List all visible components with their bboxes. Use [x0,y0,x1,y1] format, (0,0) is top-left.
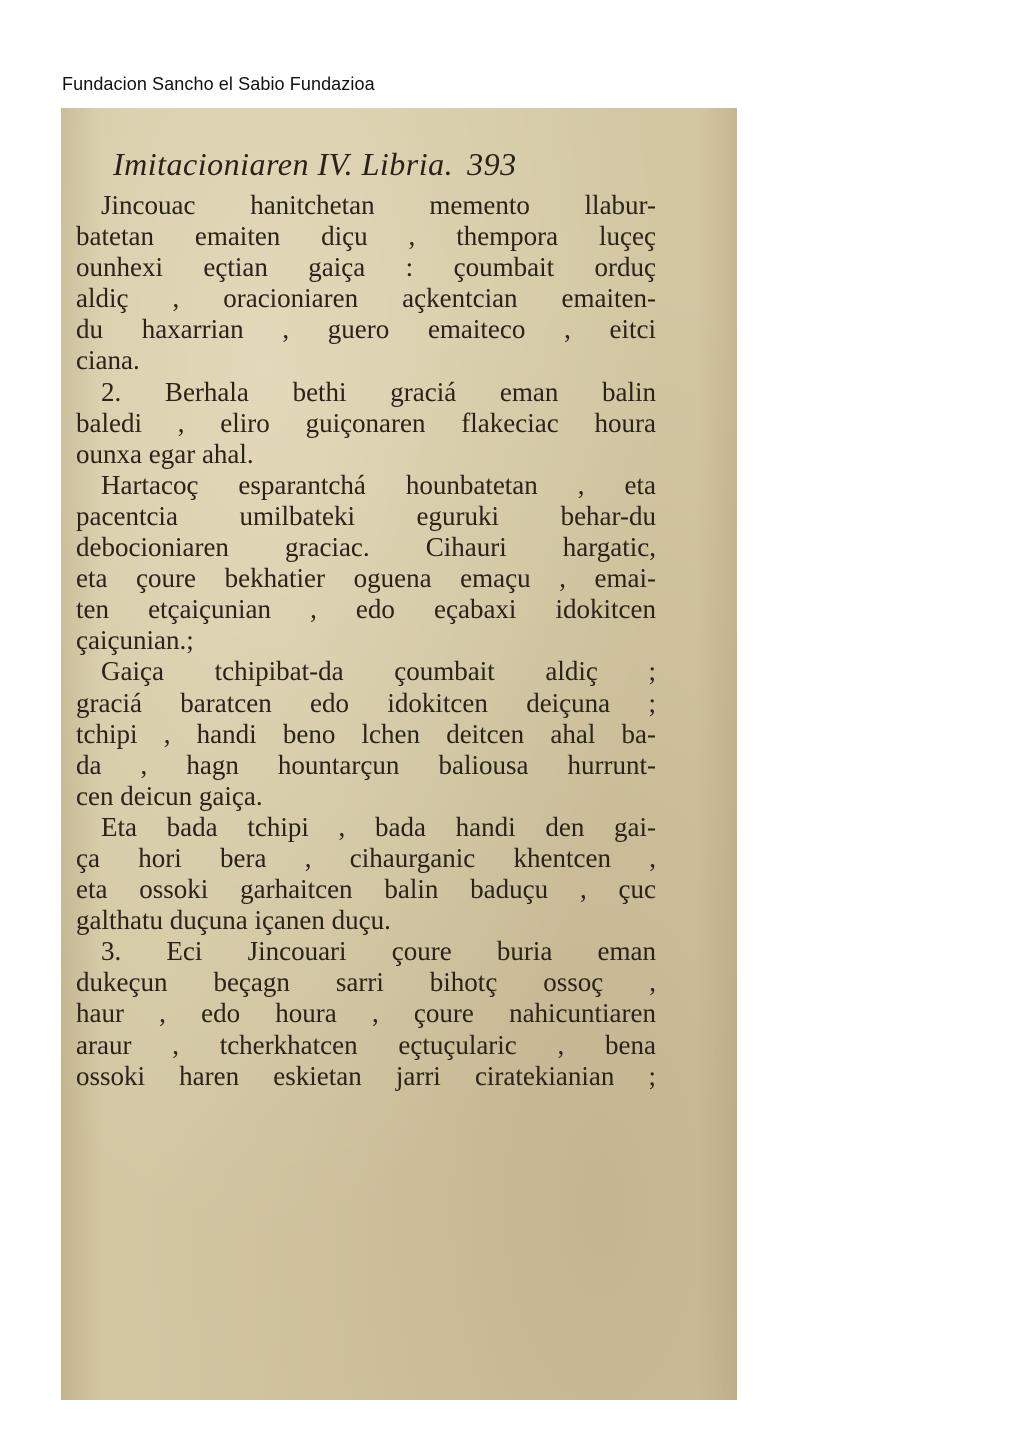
text-line: Eta bada tchipi , bada handi den gai- [101,811,656,842]
text-line: ounxa egar ahal. [76,438,254,469]
text-line: da , hagn hountarçun baliousa hurrunt- [76,749,656,780]
text-line: tchipi , handi beno lchen deitcen ahal ba- [76,718,656,749]
text-line: du haxarrian , guero emaiteco , eitci [76,314,656,345]
text-line: dukeçun beçagn sarri bihotç ossoç , [76,967,656,998]
text-line: eta çoure bekhatier oguena emaçu , emai- [76,563,656,594]
text-line: ounhexi eçtian gaiça : çoumbait orduç [76,252,656,283]
text-line: ça hori bera , cihaurganic khentcen , [76,842,656,873]
text-line: Gaiça tchipibat-da çoumbait aldiç ; [101,656,656,687]
text-line: cen deicun gaiça. [76,780,263,811]
text-line: Jincouac hanitchetan memento llabur- [101,190,656,220]
text-line: pacentcia umilbateki eguruki behar-du [76,500,656,531]
archive-credit: Fundacion Sancho el Sabio Fundazioa [62,74,375,94]
scanned-page [61,108,737,1400]
text-line: haur , edo houra , çoure nahicuntiaren [76,998,656,1029]
text-line: debocioniaren graciac. Cihauri hargatic, [76,532,656,563]
text-line: araur , tcherkhatcen eçtuçularic , bena [76,1029,656,1060]
text-line: aldiç , oracioniaren açkentcian emaiten- [76,283,656,314]
text-line: ossoki haren eskietan jarri ciratekianian ; [76,1060,656,1091]
text-line: graciá baratcen edo idokitcen deiçuna ; [76,687,656,718]
running-head [113,146,713,183]
text-line: galthatu duçuna içanen duçu. [76,905,391,936]
text-line: Hartacoç esparantchá hounbatetan , eta [101,469,656,500]
page-number: 393 [467,146,517,182]
text-line: 3. Eci Jincouari çoure buria eman [101,936,656,967]
text-line: ten etçaiçunian , edo eçabaxi idokitcen [76,594,656,625]
text-line: 2. Berhala bethi graciá eman balin [101,376,656,407]
text-line: eta ossoki garhaitcen balin baduçu , çuc [76,874,656,905]
text-line: baledi , eliro guiçonaren flakeciac houra [76,407,656,438]
text-line: ciana. [76,345,140,376]
page-body-text [76,190,656,1092]
text-line: batetan emaiten diçu , thempora luçeç [76,221,656,252]
text-line: çaiçunian.; [76,625,194,656]
running-head-title: Imitacioniaren IV. Libria. [113,146,454,182]
